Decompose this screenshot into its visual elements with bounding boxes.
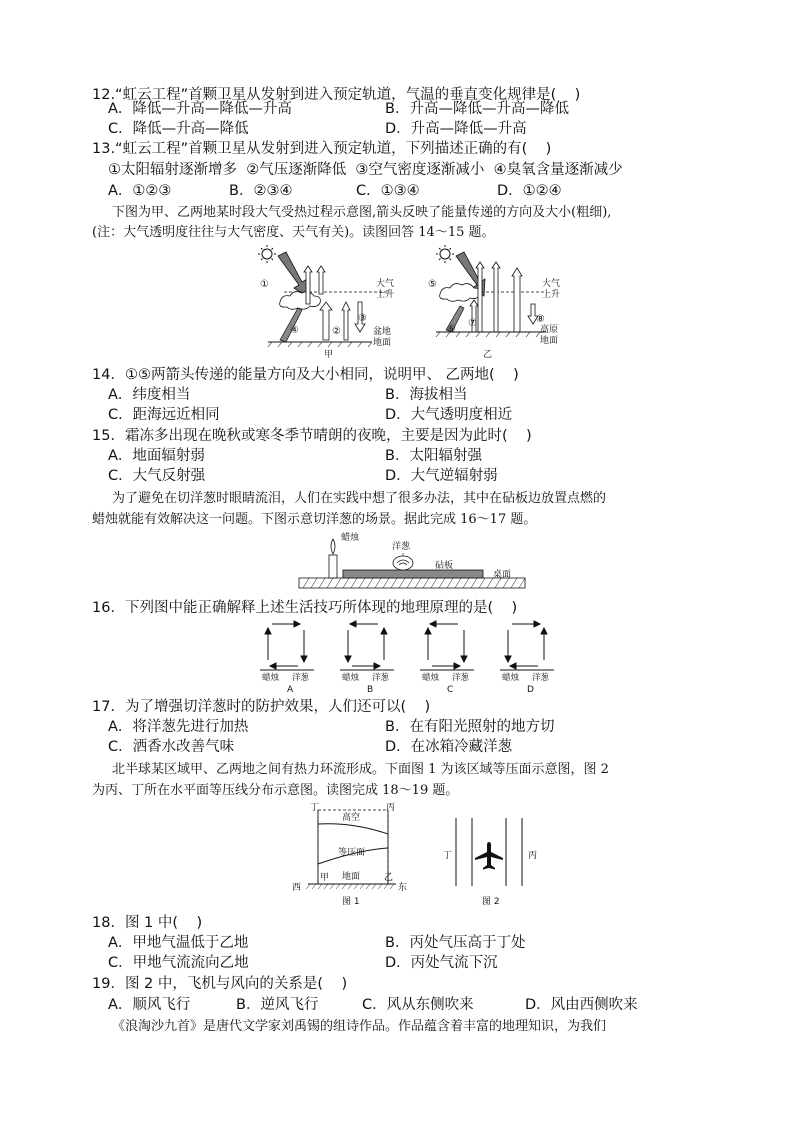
diagram-a-onion: 洋葱 (292, 673, 310, 683)
question-12-stem: 12.“虹云工程”首颗卫星从发射到进入预定轨道，气温的垂直变化规律是( ) (92, 87, 581, 103)
poem-intro-line1: 《浪淘沙九首》是唐代文学家刘禹锡的组诗作品。作品蕴含着丰富的地理知识，为我们 (112, 1019, 607, 1034)
diagram-d (500, 621, 554, 670)
q14-option-d: D．大气透明度相近 (385, 407, 513, 423)
num-7-label: ⑦ (468, 318, 477, 329)
diagram-b-letter: B (367, 685, 374, 695)
basin-label-1: 盆地 (373, 327, 392, 337)
isobar-figures (288, 800, 548, 908)
atm-rise-label-right-1: 大气 (542, 279, 561, 289)
num-5-label: ⑤ (428, 279, 437, 290)
intro-16-17-line2: 蜡烛就能有效解决这一问题。下图示意切洋葱的场景。据此完成 16～17 题。 (92, 512, 537, 527)
q19-option-a: A．顺风飞行 (108, 997, 191, 1013)
diagram-d-letter: D (527, 685, 534, 695)
num-6-label: ⑥ (447, 324, 456, 335)
heating-process-figure (250, 244, 580, 360)
table-label: 桌面 (493, 570, 512, 580)
diagram-d-candle: 蜡烛 (502, 673, 520, 683)
q17-option-a: A．将洋葱先进行加热 (108, 719, 249, 735)
circulation-diagrams-abcd (258, 616, 548, 694)
candle-label: 蜡烛 (341, 533, 360, 543)
diagram-a-candle: 蜡烛 (262, 673, 280, 683)
intro-14-15-line1: 下图为甲、乙两地某时段大气受热过程示意图,箭头反映了能量传递的方向及大小(粗细), (112, 205, 612, 220)
diagram-b-onion: 洋葱 (372, 673, 390, 683)
q18-option-b: B．丙处气压高于丁处 (385, 935, 526, 951)
q12-option-d: D．升高—降低—升高 (385, 121, 527, 137)
q13-option-d: D．①②④ (497, 183, 562, 199)
sun-icon (258, 245, 276, 263)
fig1-isobar-label: 等压面 (338, 848, 366, 858)
q18-option-a: A．甲地气温低于乙地 (108, 935, 249, 951)
fig1-ding-label: 丁 (310, 803, 320, 813)
fig2-caption: 图 2 (482, 897, 500, 907)
q12-option-c: C．降低—升高—降低 (108, 121, 249, 137)
fig1-caption: 图 1 (342, 897, 360, 907)
num-8-label: ⑧ (536, 314, 545, 325)
question-14-stem: 14．①⑤两箭头传递的能量方向及大小相同，说明甲、 乙两地( ) (92, 367, 519, 383)
fig1-west-label: 西 (292, 883, 302, 893)
q19-option-d: D．风由西侧吹来 (525, 997, 638, 1013)
fig1-jia-label: 甲 (320, 873, 330, 883)
right-name-yi: 乙 (483, 350, 493, 360)
fig2-bing-label: 丙 (528, 851, 538, 861)
q18-option-d: D．丙处气流下沉 (385, 955, 498, 971)
q13-option-c: C．①③④ (356, 183, 420, 199)
q14-option-a: A．纬度相当 (108, 387, 191, 403)
q17-option-b: B．在有阳光照射的地方切 (385, 719, 555, 735)
q13-statements: ①太阳辐射逐渐增多 ②气压逐渐降低 ③空气密度逐渐减小 ④臭氧含量逐渐减少 (108, 162, 623, 178)
diagram-c-letter: C (447, 685, 454, 695)
intro-14-15-line2: (注：大气透明度往往与大气密度、天气有关)。读图回答 14～15 题。 (92, 225, 495, 240)
intro-18-19-line2: 为丙、丁所在水平面等压线分布示意图。读图完成 18～19 题。 (92, 783, 459, 798)
q13-option-b: B．②③④ (229, 183, 293, 199)
basin-label-2: 地面 (373, 338, 392, 348)
sun-icon-2 (436, 245, 454, 263)
onion-cutting-scene (297, 531, 529, 593)
atm-rise-label-left-2: 上升 (376, 290, 395, 300)
question-18-stem: 18．图 1 中( ) (92, 915, 203, 931)
plateau-label-1: 高原 (540, 325, 559, 335)
q17-option-d: D．在冰箱冷藏洋葱 (385, 739, 513, 755)
question-19-stem: 19．图 2 中，飞机与风向的关系是( ) (92, 976, 348, 992)
fig1-high-label: 高空 (342, 813, 361, 823)
question-17-stem: 17．为了增强切洋葱时的防护效果，人们还可以( ) (92, 699, 431, 715)
board-label: 砧板 (435, 561, 454, 571)
question-15-stem: 15．霜冻多出现在晚秋或寒冬季节晴朗的夜晚，主要是因为此时( ) (92, 428, 532, 444)
q12-option-b: B．升高—降低—升高—降低 (385, 101, 569, 117)
atm-rise-label-left-1: 大气 (376, 279, 395, 289)
num-4-label: ④ (290, 325, 299, 336)
plateau-label-2: 地面 (540, 336, 559, 346)
q15-option-d: D．大气逆辐射弱 (385, 468, 498, 484)
q15-option-a: A．地面辐射弱 (108, 448, 205, 464)
q13-option-a: A．①②③ (108, 183, 172, 199)
q15-option-b: B．太阳辐射强 (385, 448, 482, 464)
diagram-a-letter: A (287, 685, 294, 695)
num-2-label: ② (332, 326, 341, 337)
q14-option-b: B．海拔相当 (385, 387, 468, 403)
diagram-c-candle: 蜡烛 (422, 673, 440, 683)
question-13-stem: 13.“虹云工程”首颗卫星从发射到进入预定轨道，下列描述正确的有( ) (92, 141, 552, 157)
fig1-east-label: 东 (398, 883, 408, 893)
q12-option-a: A．降低—升高—降低—升高 (108, 101, 292, 117)
q15-option-c: C．大气反射强 (108, 468, 206, 484)
diagram-b (340, 621, 394, 670)
fig1-yi-label: 乙 (384, 873, 394, 883)
fig2-ding-label: 丁 (443, 851, 453, 861)
q19-option-b: B．逆风飞行 (236, 997, 319, 1013)
intro-16-17-line1: 为了避免在切洋葱时眼睛流泪，人们在实践中想了很多办法，其中在砧板边放置点燃的 (112, 491, 607, 506)
q19-option-c: C．风从东侧吹来 (362, 997, 474, 1013)
left-name-jia: 甲 (324, 350, 334, 360)
airplane-icon (475, 842, 503, 870)
fig1-ground-label: 地面 (342, 872, 361, 882)
question-16-stem: 16．下列图中能正确解释上述生活技巧所体现的地理原理的是( ) (92, 600, 518, 616)
diagram-c-onion: 洋葱 (452, 673, 470, 683)
onion-label: 洋葱 (392, 542, 411, 552)
q17-option-c: C．洒香水改善气味 (108, 739, 235, 755)
diagram-d-onion: 洋葱 (532, 673, 550, 683)
q14-option-c: C．距海远近相同 (108, 407, 220, 423)
num-1-label: ① (260, 279, 269, 290)
q18-option-c: C．甲地气流流向乙地 (108, 955, 249, 971)
num-3-label: ③ (358, 313, 367, 324)
atm-rise-label-right-2: 上升 (542, 290, 561, 300)
intro-18-19-line1: 北半球某区域甲、乙两地之间有热力环流形成。下面图 1 为该区域等压面示意图，图 2 (112, 762, 609, 777)
diagram-c (420, 621, 474, 670)
fig1-bing-label: 丙 (386, 803, 396, 813)
diagram-a (260, 621, 314, 670)
diagram-b-candle: 蜡烛 (342, 673, 360, 683)
